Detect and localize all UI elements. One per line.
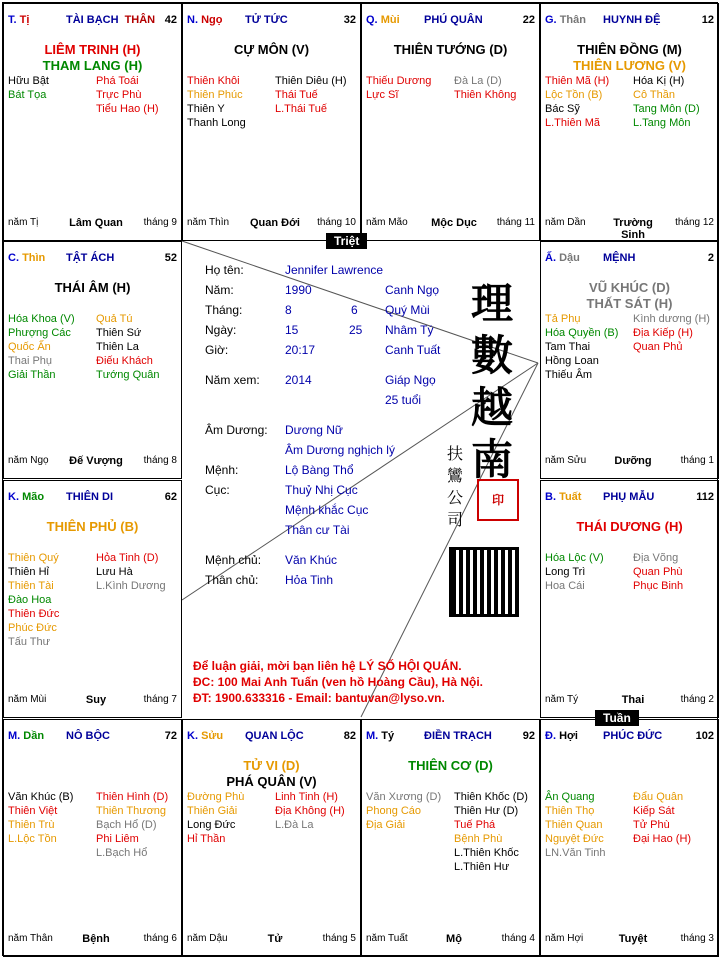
palace-dan[interactable] — [3, 719, 182, 957]
palace-year: năm Hợi — [545, 933, 584, 944]
palace-name: PHỤ MẪU — [603, 491, 655, 503]
palace-name: PHÚ QUÂN — [424, 14, 483, 26]
minor-star: Thiên Khốc (D) — [454, 791, 528, 803]
palace-month: tháng 12 — [675, 217, 714, 228]
year-canchi: Canh Ngọ — [385, 283, 440, 297]
contact-line-3: ĐT: 1900.633316 - Email: bantuvan@lyso.vn. — [193, 691, 445, 705]
minor-star: Giải Thần — [8, 369, 56, 381]
minor-star: Thiên Không — [454, 89, 517, 101]
palace-can: K. Mão — [8, 491, 45, 503]
minor-star: Hóa Kị (H) — [633, 75, 685, 87]
minor-star: Thiên Sứ — [96, 327, 142, 339]
palace-footer — [366, 933, 535, 946]
palace-header — [8, 491, 177, 505]
main-star: PHÁ QUÂN (V) — [226, 774, 317, 789]
minor-star: Thiên Khôi — [187, 75, 240, 87]
amduong-note: Âm Dương nghịch lý — [285, 443, 395, 457]
minor-star: Hỏa Tinh (D) — [96, 552, 159, 564]
palace-trang-sinh: Trường Sinh — [613, 217, 653, 241]
palace-trang-sinh: Tử — [267, 933, 283, 945]
palace-year: năm Sửu — [545, 455, 587, 466]
minor-star: Cô Thần — [633, 89, 675, 101]
minor-star: Thiên Trù — [8, 819, 55, 831]
palace-year: năm Thìn — [187, 217, 230, 228]
palace-month: tháng 4 — [501, 933, 535, 944]
palace-can: G. Thân — [545, 14, 586, 26]
minor-star: L.Thái Tuế — [275, 103, 327, 115]
cuc-label: Cục: — [205, 483, 230, 497]
palace-number: 52 — [164, 252, 177, 264]
minor-star: Phục Binh — [633, 580, 684, 592]
day-label: Ngày: — [205, 323, 237, 337]
menhchu-label: Mệnh chủ: — [205, 553, 262, 567]
minor-star: Nguyệt Đức — [545, 833, 604, 845]
palace-can: N. Ngọ — [187, 14, 223, 26]
palace-footer — [545, 217, 714, 241]
palace-header — [187, 730, 356, 744]
palace-name: MỆNH — [603, 252, 636, 264]
palace-ty[interactable] — [361, 719, 540, 957]
view-year-canchi: Giáp Ngọ — [385, 373, 436, 387]
palace-suu[interactable] — [182, 719, 361, 957]
main-star: THÁI DƯƠNG (H) — [576, 519, 683, 534]
minor-star: Thiên Quan — [545, 819, 603, 831]
main-star: LIÊM TRINH (H) — [44, 42, 141, 57]
minor-star: Điếu Khách — [96, 355, 153, 367]
palace-name: TỬ TỨC — [245, 14, 288, 26]
palace-month: tháng 3 — [680, 933, 714, 944]
palace-ngo[interactable] — [182, 3, 361, 241]
minor-star: Địa Giải — [366, 819, 406, 831]
minor-star: Thiên Giải — [187, 805, 238, 817]
palace-trang-sinh: Dưỡng — [614, 455, 652, 467]
minor-star: Hữu Bật — [8, 75, 49, 87]
minor-star: Thiên Hỉ — [8, 566, 49, 578]
minor-star: Thiên La — [96, 341, 139, 353]
minor-star: Thiên Hư (D) — [454, 805, 519, 817]
palace-footer — [187, 217, 356, 230]
palace-number: 82 — [343, 730, 356, 742]
minor-star: LN.Văn Tinh — [545, 847, 606, 859]
contact-line-1: Để luận giải, mời bạn liên hệ LÝ SỐ HỘI QUÁN. — [193, 659, 462, 673]
minor-star: Phượng Các — [8, 327, 71, 339]
palace-trang-sinh: Suy — [85, 694, 107, 706]
palace-hoi[interactable] — [540, 719, 719, 957]
palace-tuat[interactable] — [540, 480, 719, 718]
palace-year: năm Dậu — [187, 933, 228, 944]
palace-thin[interactable] — [3, 241, 182, 479]
minor-star: Lực Sĩ — [366, 89, 399, 101]
minor-star: L.Tang Môn — [633, 117, 691, 129]
palace-can: K. Sửu — [187, 730, 224, 742]
minor-star: Thiếu Âm — [545, 369, 593, 381]
minor-star: Thiên Hình (D) — [96, 791, 169, 803]
palace-can: Ấ. Dậu — [545, 252, 580, 264]
menh-label: Mệnh: — [205, 463, 239, 477]
month-canchi: Quý Mùi — [385, 303, 430, 317]
palace-month: tháng 6 — [143, 933, 177, 944]
minor-star: Văn Xương (D) — [366, 791, 442, 803]
minor-star: Thai Phụ — [8, 355, 53, 367]
view-year-value: 2014 — [285, 373, 312, 387]
main-star: THIÊN PHỦ (B) — [46, 519, 139, 534]
main-star: THIÊN CƠ (D) — [408, 758, 493, 773]
tuan-tag: Tuần — [595, 710, 639, 726]
minor-star: L.Đà La — [275, 819, 314, 831]
palace-trang-sinh: Bệnh — [82, 933, 110, 945]
palace-trang-sinh: Đế Vượng — [69, 455, 123, 467]
palace-footer — [187, 933, 356, 946]
minor-star: Phá Toái — [96, 75, 139, 87]
palace-can: M. Dần — [8, 730, 45, 742]
palace-can: T. Tị — [8, 14, 30, 26]
minor-star: Lưu Hà — [96, 566, 133, 578]
small-char-3: 公 — [447, 488, 464, 507]
palace-number: 92 — [522, 730, 535, 742]
main-star: TỬ VI (D) — [243, 758, 300, 773]
palace-footer — [8, 217, 177, 230]
palace-name: QUAN LỘC — [245, 730, 304, 742]
palace-name: THIÊN DI — [66, 491, 114, 503]
main-star: THIÊN ĐỒNG (M) — [577, 42, 682, 57]
minor-star: Thiên Y — [187, 103, 225, 115]
calligraphy-char-3: 越 — [471, 383, 514, 432]
palace-footer — [545, 455, 714, 468]
palace-footer — [8, 933, 177, 946]
palace-header — [545, 491, 714, 505]
minor-star: Hồng Loan — [545, 355, 599, 367]
minor-star: L.Thiên Mã — [545, 117, 601, 129]
main-star: THIÊN LƯƠNG (V) — [573, 58, 686, 73]
minor-star: Tử Phù — [633, 819, 670, 831]
palace-name: NÔ BỘC — [66, 730, 110, 742]
palace-number: 12 — [701, 14, 714, 26]
palace-header — [8, 730, 177, 744]
minor-star: Tấu Thư — [8, 636, 51, 648]
contact-line-2: ĐC: 100 Mai Anh Tuấn (ven hồ Hoàng Cầu), Hà Nội. — [193, 675, 484, 689]
minor-star: Địa Võng — [633, 552, 679, 564]
minor-star: Thiên Mã (H) — [545, 75, 610, 87]
day-canchi: Nhâm Tý — [385, 323, 434, 337]
palace-trang-sinh: Thai — [621, 694, 645, 706]
center-info-panel — [181, 241, 537, 717]
palace-header — [366, 730, 535, 744]
minor-star: Đường Phù — [187, 791, 245, 803]
small-char-2: 鸞 — [447, 466, 464, 485]
minor-star: Quan Phủ — [633, 341, 683, 353]
menhchu-value: Văn Khúc — [285, 553, 338, 567]
palace-trang-sinh: Tuyệt — [618, 933, 648, 945]
palace-year: năm Dần — [545, 217, 586, 228]
name-value: Jennifer Lawrence — [285, 263, 384, 277]
minor-star: Hóa Lộc (V) — [545, 552, 604, 564]
palace-trang-sinh: Mộ — [446, 933, 462, 945]
palace-number: 32 — [343, 14, 356, 26]
palace-year: năm Tý — [545, 694, 579, 705]
menh-value: Lộ Bàng Thổ — [285, 463, 354, 477]
minor-star: Kình dương (H) — [633, 313, 710, 325]
than-marker: THÂN — [124, 14, 156, 26]
minor-star: Tướng Quân — [96, 369, 160, 381]
qr-code-icon[interactable] — [449, 547, 519, 617]
palace-header — [545, 252, 714, 266]
calligraphy-char-2: 數 — [471, 331, 514, 380]
palace-year: năm Ngọ — [8, 455, 49, 466]
minor-star: Đào Hoa — [8, 594, 52, 606]
palace-footer — [8, 694, 177, 707]
palace-year: năm Mão — [366, 217, 408, 228]
palace-header — [545, 14, 714, 28]
minor-star: Trực Phù — [96, 89, 142, 101]
main-star: THAM LANG (H) — [42, 58, 143, 73]
minor-star: Quan Phù — [633, 566, 683, 578]
palace-trang-sinh: Mộc Dục — [431, 217, 477, 229]
palace-ti[interactable] — [3, 3, 182, 241]
cuc-note: Mệnh khắc Cục — [285, 503, 369, 517]
month-value: 8 — [285, 303, 292, 317]
red-seal-icon: 印 — [477, 479, 519, 521]
palace-can: Q. Mùi — [366, 14, 400, 26]
minor-star: Văn Khúc (B) — [8, 791, 74, 803]
palace-year: năm Tuất — [366, 933, 408, 944]
palace-mui[interactable] — [361, 3, 540, 241]
minor-star: Tang Môn (D) — [633, 103, 700, 115]
palace-year: năm Tị — [8, 217, 39, 228]
thanchu-label: Thân chủ: — [205, 573, 259, 587]
minor-star: L.Thiên Khốc — [454, 847, 519, 859]
palace-can: Đ. Hợi — [545, 730, 578, 742]
palace-month: tháng 5 — [322, 933, 356, 944]
cuc-value: Thuỷ Nhị Cục — [285, 483, 358, 497]
minor-star: Hóa Quyền (B) — [545, 327, 619, 339]
amduong-value: Dương Nữ — [285, 423, 343, 437]
minor-star: Tam Thai — [545, 341, 591, 353]
palace-header — [545, 730, 714, 744]
minor-star: Hỉ Thần — [187, 833, 226, 845]
minor-star: Thiên Việt — [8, 805, 58, 817]
palace-header — [187, 14, 356, 28]
age-value: 25 tuổi — [385, 393, 422, 407]
palace-month: tháng 9 — [143, 217, 177, 228]
main-star: THẤT SÁT (H) — [586, 296, 673, 311]
name-label: Họ tên: — [205, 263, 244, 277]
calligraphy-char-1: 理 — [471, 279, 514, 328]
day-value: 15 — [285, 323, 299, 337]
minor-star: Lộc Tồn (B) — [545, 89, 603, 101]
palace-name: TÀI BẠCH THÂN — [66, 14, 156, 26]
minor-star: Tiểu Hao (H) — [96, 103, 159, 115]
palace-trang-sinh: Quan Đới — [250, 217, 300, 229]
minor-star: Thiên Phúc — [187, 89, 243, 101]
minor-star: Quả Tú — [96, 313, 133, 325]
minor-star: Hóa Khoa (V) — [8, 313, 75, 325]
minor-star: Linh Tinh (H) — [275, 791, 338, 803]
palace-can: B. Tuất — [545, 491, 582, 503]
minor-star: L.Bạch Hổ — [96, 847, 148, 859]
palace-mao[interactable] — [3, 480, 182, 718]
minor-star: Thiếu Dương — [366, 75, 432, 87]
minor-star: L.Kình Dương — [96, 580, 166, 592]
month-lunar: 6 — [351, 303, 358, 317]
minor-star: Bát Tọa — [8, 89, 47, 101]
minor-star: Thái Tuế — [275, 89, 318, 101]
palace-number: 62 — [164, 491, 177, 503]
minor-star: L.Thiên Hư — [454, 861, 510, 873]
minor-star: Thiên Thọ — [545, 805, 595, 817]
main-star: THÁI ÂM (H) — [54, 280, 131, 295]
palace-number: 112 — [696, 491, 714, 503]
minor-star: Địa Không (H) — [275, 805, 345, 817]
thanchu-value: Hỏa Tinh — [285, 573, 334, 587]
minor-star: Long Đức — [187, 819, 236, 831]
minor-star: Thiên Thương — [96, 805, 167, 817]
minor-star: Phong Cáo — [366, 805, 422, 817]
triet-tag: Triệt — [326, 233, 367, 249]
hour-label: Giờ: — [205, 343, 229, 357]
palace-than[interactable] — [540, 3, 719, 241]
palace-can: C. Thìn — [8, 252, 46, 264]
palace-header — [366, 14, 535, 28]
minor-star: Thanh Long — [187, 117, 246, 129]
minor-star: Ân Quang — [545, 791, 595, 803]
palace-footer — [8, 455, 177, 468]
minor-star: Phúc Đức — [8, 622, 57, 634]
palace-year: năm Mùi — [8, 694, 47, 705]
minor-star: Long Trì — [545, 566, 586, 578]
year-value: 1990 — [285, 283, 312, 297]
small-char-4: 司 — [447, 510, 464, 529]
hour-value: 20:17 — [285, 343, 316, 357]
minor-star: Đại Hao (H) — [633, 833, 692, 845]
palace-name: TẬT ÁCH — [66, 252, 115, 264]
minor-star: Thiên Quý — [8, 552, 59, 564]
palace-month: tháng 10 — [317, 217, 356, 228]
year-label: Năm: — [205, 283, 234, 297]
palace-footer — [366, 217, 535, 230]
palace-footer — [545, 933, 714, 946]
palace-number: 2 — [707, 252, 714, 264]
main-star: CỰ MÔN (V) — [233, 42, 310, 57]
minor-star: Tả Phụ — [545, 313, 581, 325]
palace-name: PHÚC ĐỨC — [603, 730, 663, 742]
than-cu: Thân cư Tài — [285, 523, 350, 537]
palace-month: tháng 8 — [143, 455, 177, 466]
palace-header — [8, 14, 177, 28]
hour-canchi: Canh Tuất — [385, 343, 441, 357]
minor-star: L.Lộc Tồn — [8, 833, 57, 845]
palace-name: ĐIỀN TRẠCH — [424, 730, 492, 742]
minor-star: Bệnh Phù — [454, 833, 503, 845]
view-year-label: Năm xem: — [205, 373, 260, 387]
minor-star: Phi Liêm — [96, 833, 139, 845]
minor-star: Bác Sỹ — [545, 103, 580, 115]
palace-name: HUYNH ĐỆ — [603, 14, 661, 26]
palace-number: 102 — [695, 730, 714, 742]
palace-number: 22 — [522, 14, 535, 26]
day-lunar: 25 — [349, 323, 363, 337]
palace-month: tháng 2 — [680, 694, 714, 705]
main-star: THIÊN TƯỚNG (D) — [393, 42, 508, 57]
minor-star: Tuế Phá — [454, 819, 496, 831]
palace-month: tháng 7 — [143, 694, 177, 705]
main-star: VŨ KHÚC (D) — [589, 280, 670, 295]
minor-star: Đẩu Quân — [633, 791, 684, 803]
minor-star: Thiên Diêu (H) — [275, 75, 347, 87]
small-char-1: 扶 — [447, 444, 464, 463]
minor-star: Kiếp Sát — [633, 805, 675, 817]
palace-number: 42 — [164, 14, 177, 26]
palace-month: tháng 11 — [496, 217, 535, 228]
palace-can: M. Tý — [366, 730, 395, 742]
palace-month: tháng 1 — [680, 455, 714, 466]
minor-star: Hoa Cái — [545, 580, 585, 592]
palace-header — [8, 252, 177, 266]
minor-star: Đà La (D) — [454, 75, 502, 87]
month-label: Tháng: — [205, 303, 243, 317]
amduong-label: Âm Dương: — [205, 423, 268, 437]
minor-star: Thiên Tài — [8, 580, 54, 592]
palace-footer — [545, 694, 714, 707]
palace-year: năm Thân — [8, 933, 53, 944]
minor-star: Quốc Ấn — [8, 341, 51, 353]
palace-number: 72 — [164, 730, 177, 742]
minor-star: Thiên Đức — [8, 608, 60, 620]
minor-star: Địa Kiếp (H) — [633, 327, 693, 339]
palace-dau[interactable] — [540, 241, 719, 479]
palace-trang-sinh: Lâm Quan — [69, 217, 123, 229]
calligraphy-char-4: 南 — [471, 435, 514, 484]
minor-star: Bạch Hổ (D) — [96, 819, 157, 831]
